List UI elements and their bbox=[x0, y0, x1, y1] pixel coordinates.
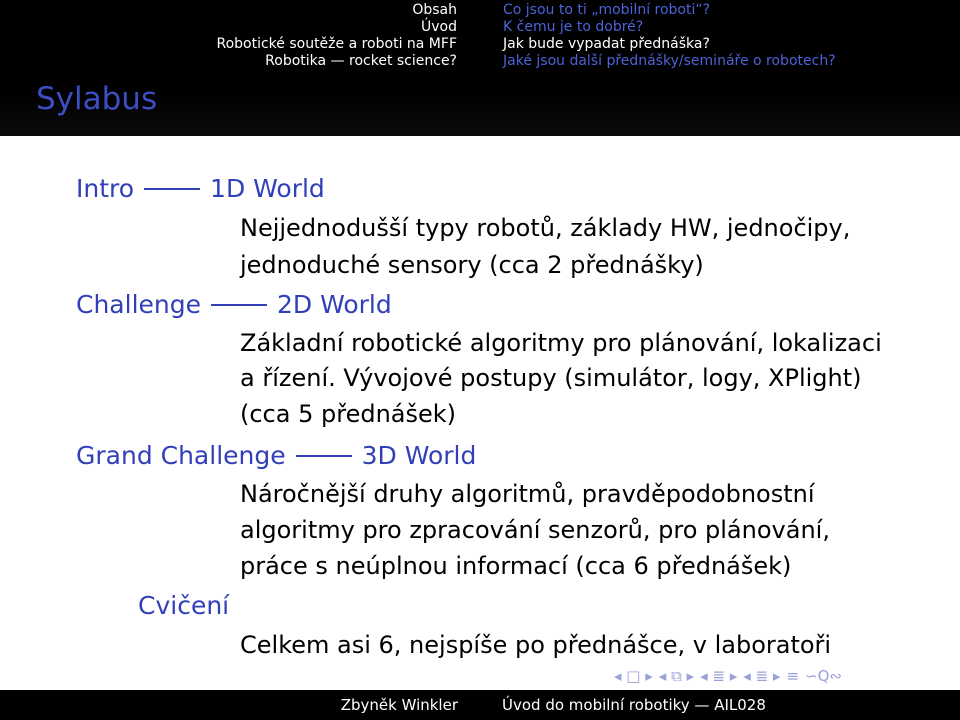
desc-challenge-line2: a řízení. Vývojové postupy (simulátor, logy, XPlight) bbox=[240, 364, 862, 392]
term-dash bbox=[211, 304, 267, 306]
desc-challenge-line3: (cca 5 přednášek) bbox=[240, 400, 457, 428]
desc-grand-line2: algoritmy pro zpracování senzorů, pro plánování, bbox=[240, 516, 830, 544]
term-grand-challenge bbox=[76, 441, 476, 470]
desc-challenge-line1: Základní robotické algoritmy pro plánování, lokalizaci bbox=[240, 329, 882, 357]
section-prev-icon[interactable]: ◂ ≣ ▸ bbox=[700, 667, 738, 685]
desc-grand-line1: Náročnější druhy algoritmů, pravděpodobnostní bbox=[240, 480, 815, 508]
term-intro bbox=[76, 174, 325, 203]
subsection-nav-icon[interactable]: ◂ ⧉ ▸ bbox=[658, 667, 695, 685]
header-navigation-bar bbox=[0, 0, 960, 72]
nav-section-robotika[interactable]: Robotika — rocket science? bbox=[265, 53, 457, 69]
desc-grand-line3: práce s neúplnou informací (cca 6 přednášek) bbox=[240, 552, 792, 580]
term-label: Cvičení bbox=[138, 591, 230, 620]
term-dash bbox=[296, 455, 352, 457]
section-navigation bbox=[216, 2, 457, 70]
frame-prev-icon[interactable]: ◂ □ ▸ bbox=[614, 667, 653, 685]
term-challenge bbox=[76, 290, 392, 319]
frame-title-bar bbox=[0, 72, 960, 136]
desc-intro-line2: jednoduché sensory (cca 2 přednášky) bbox=[240, 251, 704, 279]
search-icon[interactable]: ∽Q∾ bbox=[805, 667, 842, 685]
nav-subsection-jak-bude-vypadat[interactable]: Jak bude vypadat přednáška? bbox=[503, 36, 710, 52]
nav-section-uvod[interactable]: Úvod bbox=[421, 19, 457, 35]
nav-section-obsah[interactable]: Obsah bbox=[412, 2, 457, 18]
nav-section-soutěže[interactable]: Robotické soutěže a roboti na MFF bbox=[216, 36, 457, 52]
term-world: 3D World bbox=[361, 441, 477, 470]
term-cviceni bbox=[138, 591, 229, 620]
term-dash bbox=[144, 188, 200, 190]
term-world: 1D World bbox=[210, 174, 325, 203]
term-label: Challenge bbox=[76, 290, 201, 319]
nav-subsection-dalsi-prednasky[interactable]: Jaké jsou další přednášky/semináře o robotech? bbox=[503, 53, 836, 69]
term-label: Grand Challenge bbox=[76, 441, 286, 470]
subsection-navigation bbox=[503, 2, 836, 70]
outline-icon[interactable]: ≡ bbox=[786, 667, 800, 685]
desc-cviceni-line1: Celkem asi 6, nejspíše po přednášce, v laboratoři bbox=[240, 631, 832, 659]
desc-intro-line1: Nejjednodušší typy robotů, základy HW, jednočipy, bbox=[240, 214, 851, 242]
subsection-prev-icon[interactable]: ◂ ≣ ▸ bbox=[743, 667, 781, 685]
footer-author: Zbyněk Winkler bbox=[340, 696, 458, 714]
beamer-navigation-symbols bbox=[614, 666, 842, 686]
term-label: Intro bbox=[76, 174, 135, 203]
footer-title: Úvod do mobilní robotiky — AIL028 bbox=[502, 696, 766, 714]
nav-subsection-k-cemu[interactable]: K čemu je to dobré? bbox=[503, 19, 644, 35]
term-world: 2D World bbox=[277, 290, 392, 319]
frame-title: Sylabus bbox=[36, 81, 158, 117]
footer-bar bbox=[0, 690, 960, 720]
nav-subsection-mobilni-roboti[interactable]: Co jsou to ti „mobilní roboti“? bbox=[503, 2, 711, 18]
